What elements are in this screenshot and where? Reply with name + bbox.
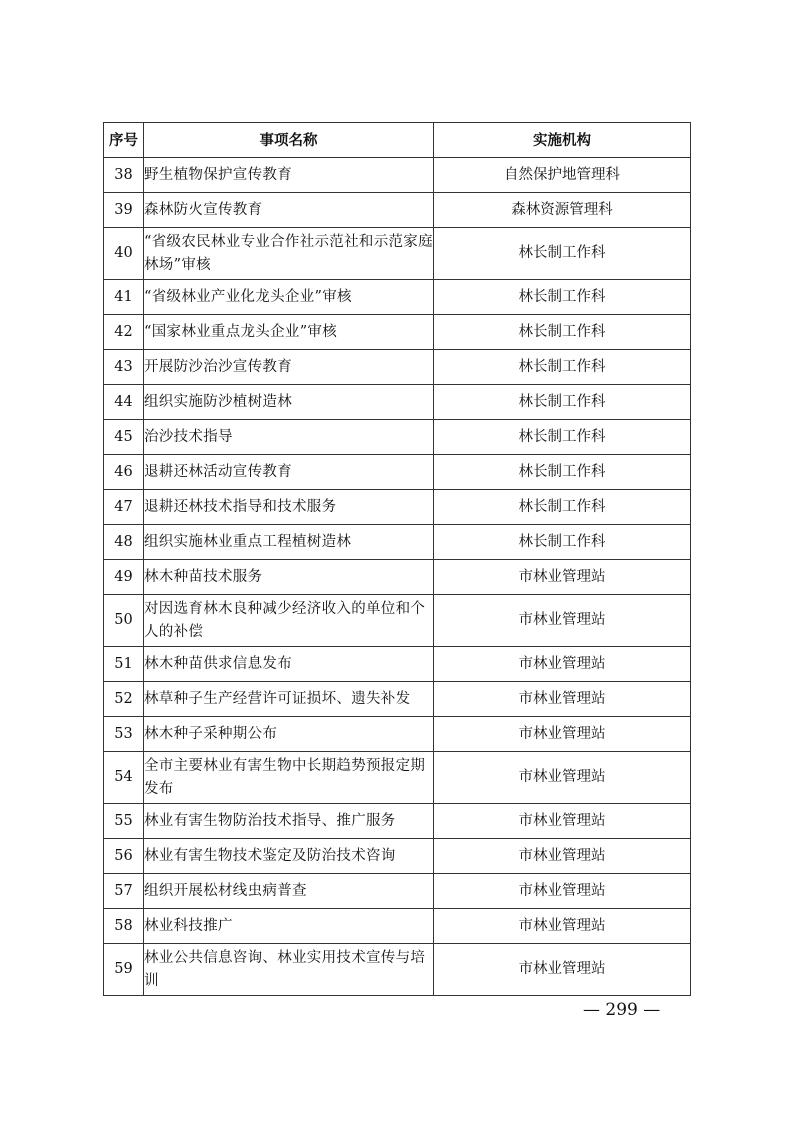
table-row — [104, 385, 691, 420]
table-row — [104, 909, 691, 944]
row-organization: 林长制工作科 — [434, 315, 691, 350]
table-row — [104, 874, 691, 909]
row-item-name: “国家林业重点龙头企业”审核 — [144, 315, 434, 350]
table-row — [104, 682, 691, 717]
row-organization: 林长制工作科 — [434, 490, 691, 525]
table-row — [104, 595, 691, 647]
row-number: 57 — [104, 874, 144, 909]
row-item-name: 林业科技推广 — [144, 909, 434, 944]
table-row — [104, 647, 691, 682]
table-row — [104, 717, 691, 752]
row-number: 52 — [104, 682, 144, 717]
row-number: 55 — [104, 804, 144, 839]
row-number: 41 — [104, 280, 144, 315]
row-item-name: 森林防火宣传教育 — [144, 193, 434, 228]
row-organization: 林长制工作科 — [434, 385, 691, 420]
table-row — [104, 193, 691, 228]
header-org: 实施机构 — [434, 123, 691, 158]
row-organization: 市林业管理站 — [434, 874, 691, 909]
row-organization: 市林业管理站 — [434, 839, 691, 874]
row-number: 39 — [104, 193, 144, 228]
table-row — [104, 455, 691, 490]
row-organization: 市林业管理站 — [434, 647, 691, 682]
row-number: 58 — [104, 909, 144, 944]
row-organization: 森林资源管理科 — [434, 193, 691, 228]
row-item-name: 全市主要林业有害生物中长期趋势预报定期发布 — [144, 752, 434, 804]
table-row — [104, 280, 691, 315]
row-item-name: 野生植物保护宣传教育 — [144, 158, 434, 193]
row-item-name: “省级林业产业化龙头企业”审核 — [144, 280, 434, 315]
row-item-name: 对因选育林木良种减少经济收入的单位和个人的补偿 — [144, 595, 434, 647]
row-item-name: 开展防沙治沙宣传教育 — [144, 350, 434, 385]
page-number: — 299 — — [583, 1000, 661, 1020]
row-organization: 市林业管理站 — [434, 717, 691, 752]
items-table — [103, 122, 691, 996]
row-item-name: 林业有害生物防治技术指导、推广服务 — [144, 804, 434, 839]
row-item-name: “省级农民林业专业合作社示范社和示范家庭林场”审核 — [144, 228, 434, 280]
row-organization: 自然保护地管理科 — [434, 158, 691, 193]
row-organization: 林长制工作科 — [434, 280, 691, 315]
row-organization: 市林业管理站 — [434, 944, 691, 996]
row-number: 47 — [104, 490, 144, 525]
table-row — [104, 228, 691, 280]
table-row — [104, 490, 691, 525]
row-item-name: 治沙技术指导 — [144, 420, 434, 455]
table-row — [104, 804, 691, 839]
header-no: 序号 — [104, 123, 144, 158]
row-number: 54 — [104, 752, 144, 804]
table-row — [104, 350, 691, 385]
row-item-name: 林草种子生产经营许可证损坏、遗失补发 — [144, 682, 434, 717]
row-number: 45 — [104, 420, 144, 455]
row-number: 43 — [104, 350, 144, 385]
row-item-name: 退耕还林技术指导和技术服务 — [144, 490, 434, 525]
row-number: 50 — [104, 595, 144, 647]
row-organization: 市林业管理站 — [434, 560, 691, 595]
row-number: 49 — [104, 560, 144, 595]
row-organization: 林长制工作科 — [434, 455, 691, 490]
row-item-name: 林业公共信息咨询、林业实用技术宣传与培训 — [144, 944, 434, 996]
row-organization: 市林业管理站 — [434, 595, 691, 647]
row-item-name: 林木种苗技术服务 — [144, 560, 434, 595]
row-item-name: 林木种苗供求信息发布 — [144, 647, 434, 682]
row-number: 51 — [104, 647, 144, 682]
table-row — [104, 158, 691, 193]
table-row — [104, 944, 691, 996]
row-organization: 市林业管理站 — [434, 909, 691, 944]
row-number: 53 — [104, 717, 144, 752]
table-row — [104, 752, 691, 804]
row-number: 46 — [104, 455, 144, 490]
row-item-name: 林木种子采种期公布 — [144, 717, 434, 752]
row-organization: 市林业管理站 — [434, 804, 691, 839]
row-item-name: 退耕还林活动宣传教育 — [144, 455, 434, 490]
row-item-name: 组织开展松材线虫病普查 — [144, 874, 434, 909]
row-item-name: 组织实施林业重点工程植树造林 — [144, 525, 434, 560]
table-row — [104, 839, 691, 874]
row-item-name: 林业有害生物技术鉴定及防治技术咨询 — [144, 839, 434, 874]
row-organization: 市林业管理站 — [434, 682, 691, 717]
row-organization: 林长制工作科 — [434, 228, 691, 280]
table-row — [104, 315, 691, 350]
table-row — [104, 525, 691, 560]
row-organization: 林长制工作科 — [434, 525, 691, 560]
row-number: 42 — [104, 315, 144, 350]
row-organization: 市林业管理站 — [434, 752, 691, 804]
row-number: 48 — [104, 525, 144, 560]
row-number: 59 — [104, 944, 144, 996]
row-item-name: 组织实施防沙植树造林 — [144, 385, 434, 420]
row-organization: 林长制工作科 — [434, 420, 691, 455]
header-name: 事项名称 — [144, 123, 434, 158]
row-number: 40 — [104, 228, 144, 280]
row-number: 38 — [104, 158, 144, 193]
row-number: 44 — [104, 385, 144, 420]
row-number: 56 — [104, 839, 144, 874]
header-row — [104, 123, 691, 158]
table-row — [104, 560, 691, 595]
table-row — [104, 420, 691, 455]
table-body — [104, 158, 691, 996]
row-organization: 林长制工作科 — [434, 350, 691, 385]
